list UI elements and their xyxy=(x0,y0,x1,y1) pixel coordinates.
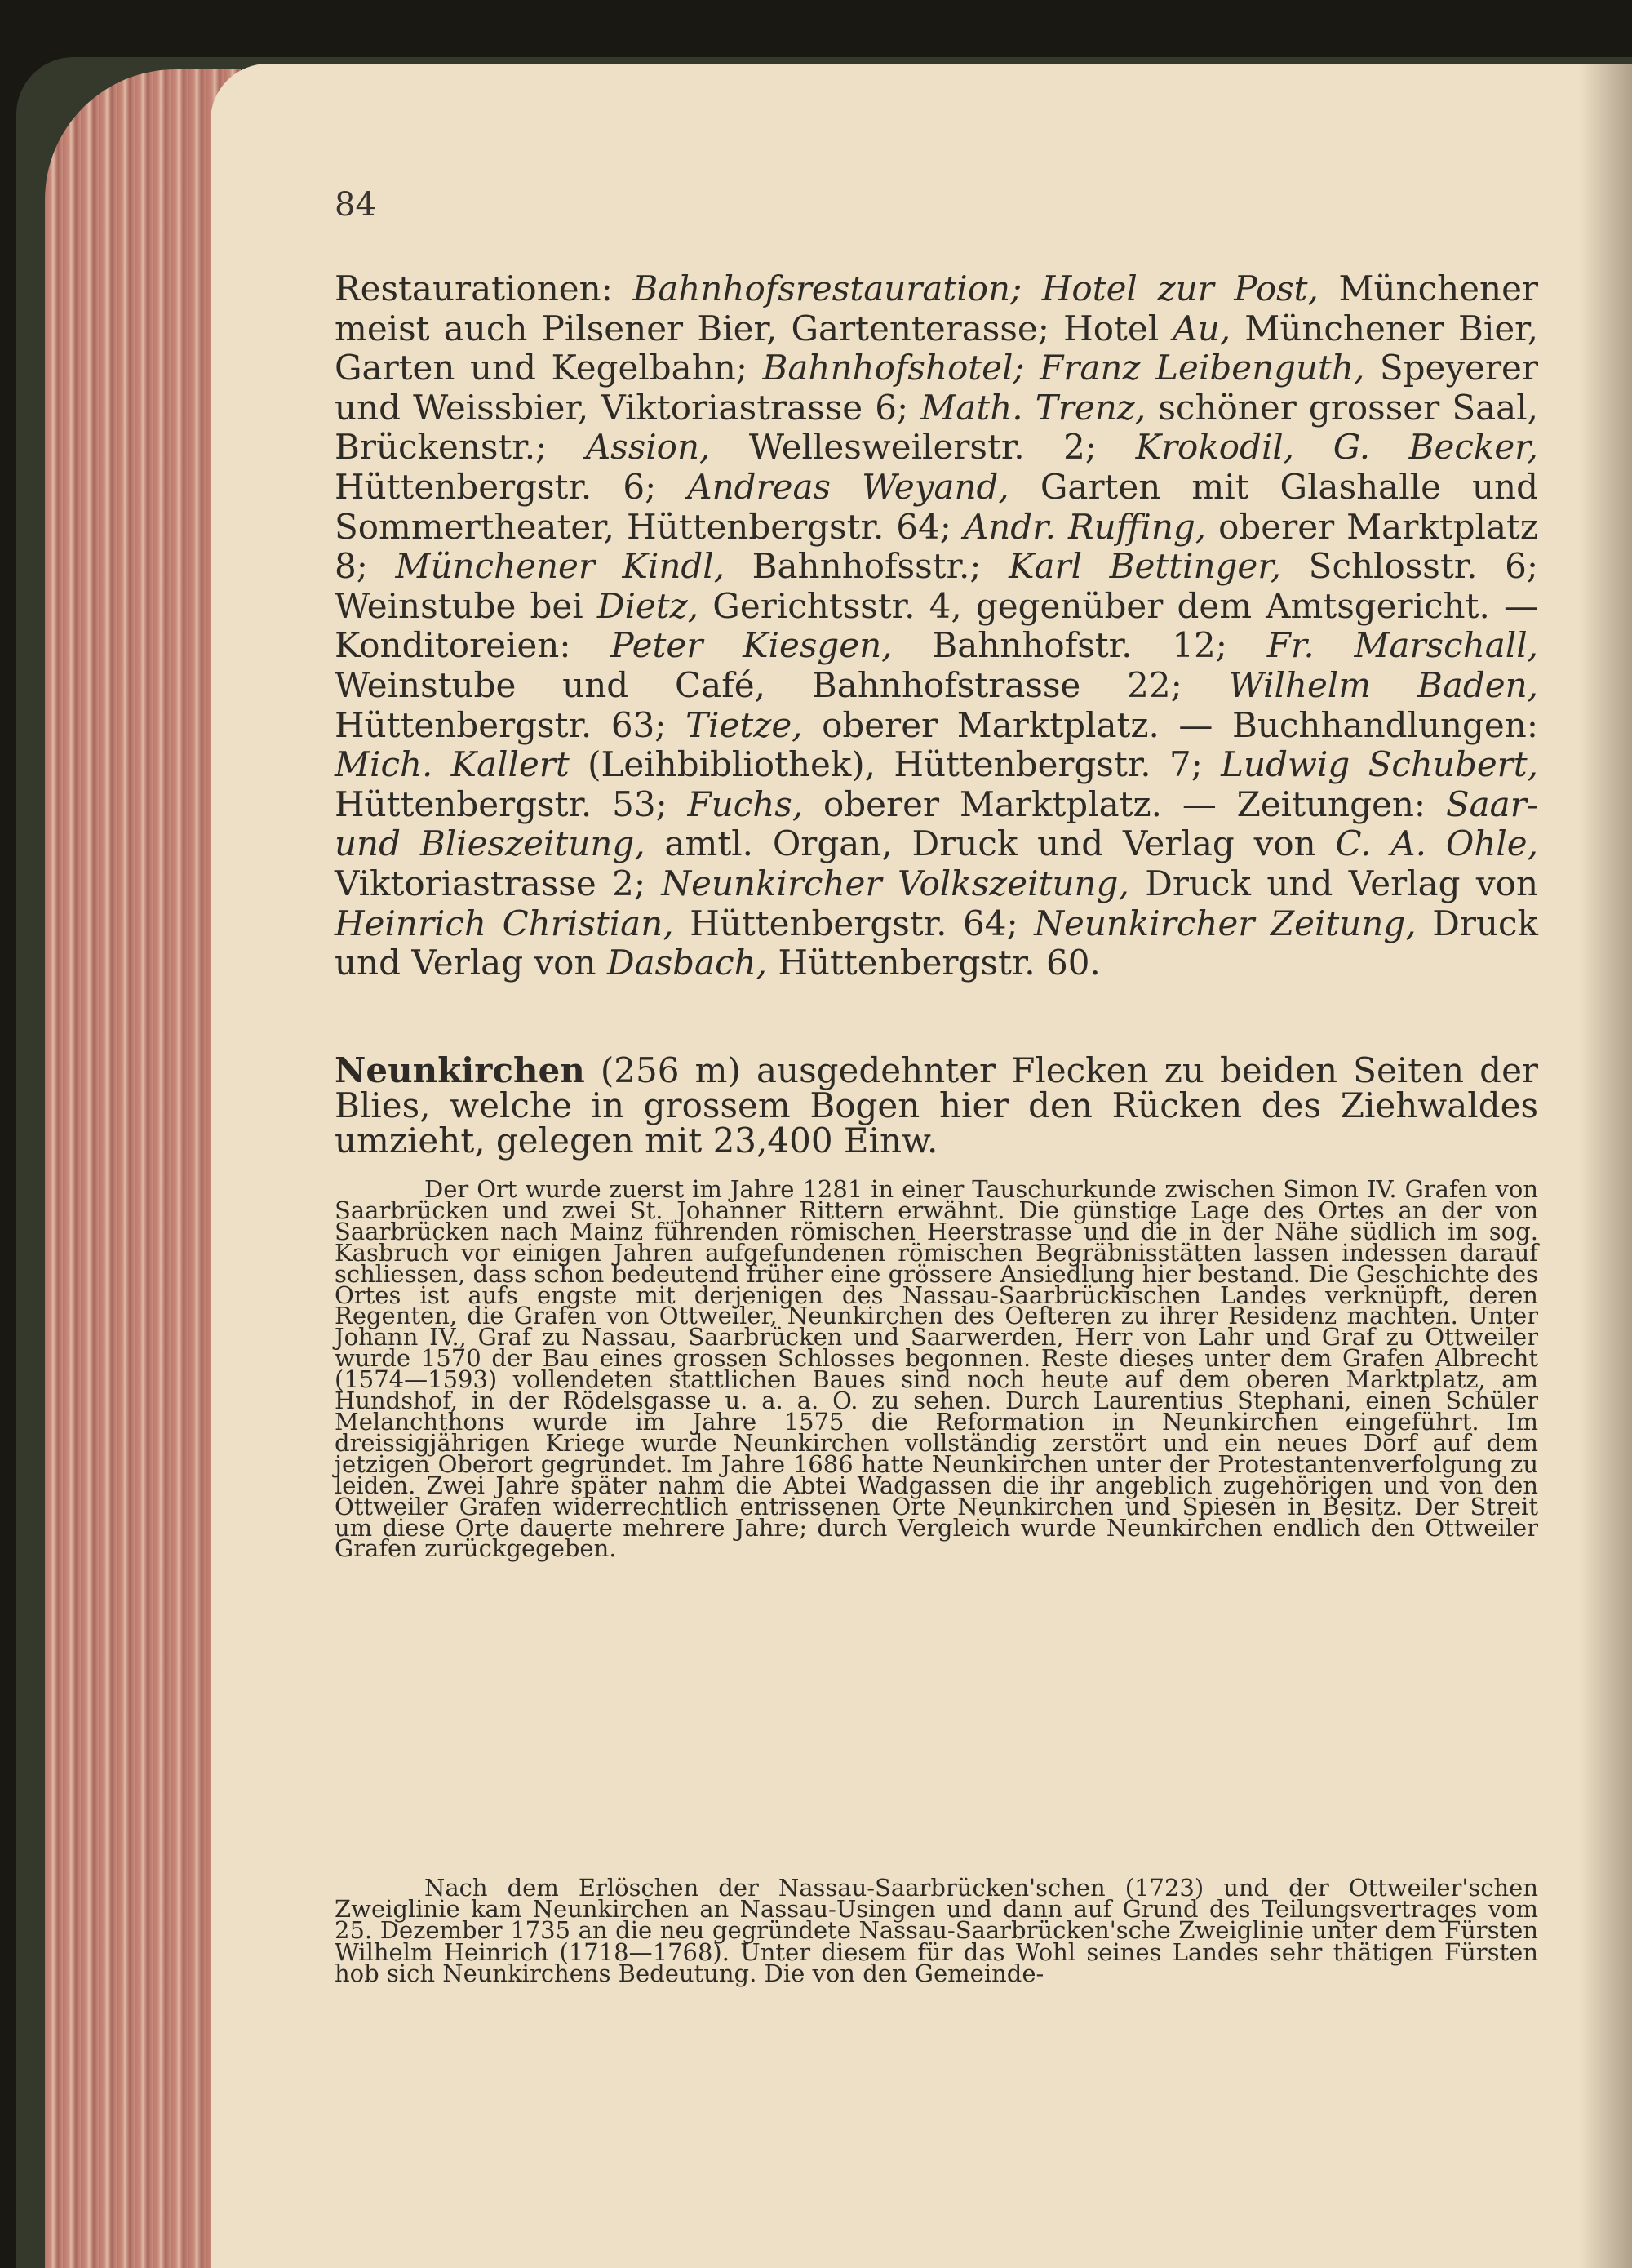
text-segment: Math. Trenz, xyxy=(920,387,1146,428)
text-segment: Wilhelm Baden, xyxy=(1228,664,1538,705)
paragraph-history-continued xyxy=(335,1874,1538,1987)
text-segment: Krokodil, G. Becker, xyxy=(1135,427,1538,468)
text-segment: Andr. Ruffing, xyxy=(963,506,1207,547)
text-segment: Hüttenbergstr. 60. xyxy=(767,943,1101,983)
text-segment: Mich. Kallert xyxy=(335,744,570,785)
text-segment: Dasbach, xyxy=(606,943,767,983)
text-segment: schöner grosser Saal, Brückenstr.; xyxy=(335,387,1538,468)
text-segment: Münchener Kindl, xyxy=(395,546,725,587)
text-segment: Ludwig Schubert, xyxy=(1221,744,1538,785)
page-number: 84 xyxy=(335,186,376,224)
text-segment: Weinstube und Café, Bahnhofstrasse 22; xyxy=(335,664,1229,705)
text-segment: Bahnhofsrestauration; Hotel zur Post, xyxy=(632,269,1319,308)
text-segment: Neunkirchen xyxy=(335,1050,585,1090)
text-segment: Viktoriastrasse 2; xyxy=(335,863,662,903)
text-segment: Hüttenbergstr. 64; xyxy=(673,903,1035,943)
text-segment: Münchener Bier, Garten und Kegelbahn; xyxy=(335,308,1538,388)
text-segment: Druck und Verlag von xyxy=(335,903,1538,983)
text-segment: Fr. Marschall, xyxy=(1266,625,1538,666)
text-segment: Tietze, xyxy=(685,704,803,745)
text-segment: Münchener meist auch Pilsener Bier, Gartenterasse; Hotel xyxy=(335,269,1538,348)
text-segment: Druck und Verlag von xyxy=(1129,863,1538,903)
text-segment: Saar- und Blieszeitung, xyxy=(335,783,1538,864)
text-segment: oberer Marktplatz 8; xyxy=(335,506,1538,587)
text-segment: Peter Kiesgen, xyxy=(610,625,893,666)
text-segment: Gerichtsstr. 4, gegenüber dem Amtsgericht. — Konditoreien: xyxy=(335,585,1538,666)
text-segment: Nach dem Erlöschen der Nassau-Saarbrücken'schen (1723) und der Ottweiler'schen Zweiglinie kam Neunkirchen an Nassau-Usingen und dann auf Grund des Teilungsvertrages vom 25. Dezember 1735 an die neu gegründete Nassau-Saarbrücken'sche Zweiglinie unter dem Fürsten Wilhelm Heinrich (1718—1768). Unter diesem für das Wohl seines Landes sehr thätigen Fürsten hob sich Neunkirchens Bedeutung. Die von den Gemeinde- xyxy=(335,1874,1538,1987)
text-segment: C. A. Ohle, xyxy=(1335,823,1539,864)
paragraph-restaurants xyxy=(335,269,1538,983)
text-segment: Neunkircher Zeitung, xyxy=(1034,903,1417,943)
text-segment: Heinrich Christian, xyxy=(335,903,674,943)
text-segment: (Leihbibliothek), Hüttenbergstr. 7; xyxy=(569,744,1222,785)
text-segment: Karl Bettinger, xyxy=(1009,546,1282,587)
text-segment: Andreas Weyand, xyxy=(687,466,1009,507)
text-segment: Hüttenbergstr. 63; xyxy=(335,704,686,745)
text-segment: Bahnhofsstr.; xyxy=(725,546,1009,587)
text-segment: Au, xyxy=(1173,308,1231,348)
spine-shadow xyxy=(1579,64,1632,2268)
text-segment: Bahnhofstr. 12; xyxy=(892,625,1267,666)
text-segment: Wellesweilerstr. 2; xyxy=(710,427,1136,468)
text-segment: Assion, xyxy=(585,427,711,468)
text-segment: Hüttenbergstr. 6; xyxy=(335,466,688,507)
text-segment: Speyerer und Weissbier, Viktoriastrasse 6; xyxy=(335,348,1538,428)
text-segment: (256 m) ausgedehnter Flecken zu beiden Seiten der Blies, welche in grossem Bogen hier den Rücken des Ziehwaldes umzieht, gelegen mit 23,400 Einw. xyxy=(335,1050,1538,1161)
text-segment: Fuchs, xyxy=(687,783,804,824)
text-segment: Dietz, xyxy=(596,585,699,626)
text-segment: Der Ort wurde zuerst im Jahre 1281 in einer Tauschurkunde zwischen Simon IV. Grafen von Saarbrücken und zwei St. Johanner Rittern erwähnt. Die günstige Lage des Ortes an der von Saarbrücken nach Mainz führenden römischen Heerstrasse und die in der Nähe südlich im sog. Kasbruch vor einigen Jahren aufgefundenen römischen Begräbnisstätten lassen indessen darauf schliessen, dass schon bedeutend früher eine grössere Ansiedlung hier bestand. Die Geschichte des Ortes ist aufs engste mit derjenigen des Nassau-Saarbrückischen Landes verknüpft, deren Regenten, die Grafen von Ottweiler, Neunkirchen des Oefteren zu ihrer Residenz machten. Unter Johann IV., Graf zu Nassau, Saarbrücken und Saarwerden, Herr von Lahr und Graf zu Ottweiler wurde 1570 der Bau eines grossen Schlosses begonnen. Reste dieses unter dem Grafen Albrecht (1574—1593) vollendeten stattlichen Baues sind noch heute auf dem oberen Marktplatz, am Hundshof, in der Rödelsgasse u. a. a. O. zu sehen. Durch Laurentius Stephani, einen Schüler Melanchthons wurde im Jahre 1575 die Reformation in Neunkirchen eingeführt. Im dreissigjährigen Kriege wurde Neunkirchen vollständig zerstört und ein neues Dorf auf dem jetzigen Oberort gegründet. Im Jahre 1686 hatte Neunkirchen unter der Protestantenverfolgung zu leiden. Zwei Jahre später nahm die Abtei Wadgassen die ihr angeblich zugehörigen und von den Ottweiler Grafen widerrechtlich entrissenen Orte Neunkirchen und Spiesen in Besitz. Der Streit um diese Orte dauerte mehrere Jahre; durch Vergleich wurde Neunkirchen endlich den Ottweiler Grafen zurückgegeben. xyxy=(335,1175,1538,1563)
text-segment: Neunkircher Volkszeitung, xyxy=(661,863,1129,903)
paragraph-history xyxy=(335,1175,1538,1563)
text-segment: amtl. Organ, Druck und Verlag von xyxy=(645,823,1336,864)
text-segment: Hüttenbergstr. 53; xyxy=(335,783,688,824)
text-segment: Restaurationen: xyxy=(335,269,633,308)
text-segment: oberer Marktplatz. — Zeitungen: xyxy=(803,783,1446,824)
text-segment: oberer Marktplatz. — Buchhandlungen: xyxy=(802,704,1538,745)
text-segment: Bahnhofshotel; Franz Leibenguth, xyxy=(762,348,1365,388)
text-segment: Schlosstr. 6; Weinstube bei xyxy=(335,546,1538,626)
text-segment: Garten mit Glashalle und Sommertheater, Hüttenbergstr. 64; xyxy=(335,466,1538,547)
paragraph-neunkirchen-intro xyxy=(335,1050,1538,1161)
